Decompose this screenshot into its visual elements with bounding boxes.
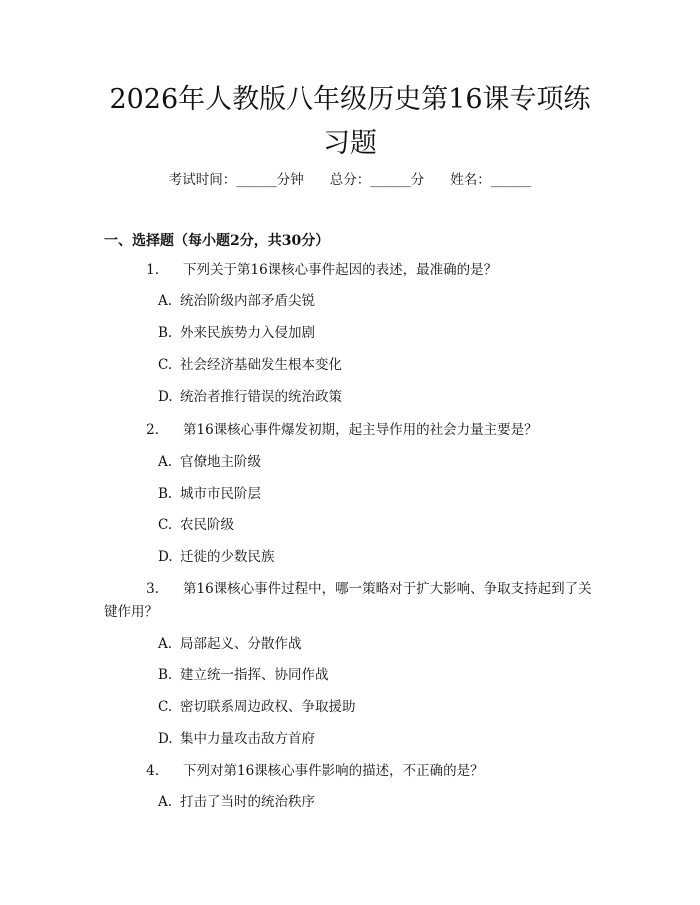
option-label: C. xyxy=(158,517,173,533)
question-number: 3. xyxy=(146,581,159,597)
option-text: 密切联系周边政权、争取援助 xyxy=(180,699,356,715)
option-label: B. xyxy=(158,325,173,341)
student-name-label: 姓名：______ xyxy=(450,172,532,188)
option-label: D. xyxy=(158,731,173,747)
question-3-option-a xyxy=(158,634,302,654)
question-3-option-d xyxy=(158,729,315,749)
question-3-option-b xyxy=(158,665,329,685)
section-heading: 一、选择题（每小题2分，共30分） xyxy=(104,233,330,249)
option-text: 农民阶级 xyxy=(180,517,234,533)
option-text: 局部起义、分散作战 xyxy=(180,636,302,652)
option-label: A. xyxy=(158,794,173,810)
question-text: 下列关于第16课核心事件起因的表述，最准确的是？ xyxy=(183,262,498,278)
option-text: 建立统一指挥、协同作战 xyxy=(180,667,329,683)
question-2-option-d xyxy=(158,547,275,567)
question-3-option-c xyxy=(158,697,356,717)
question-1 xyxy=(104,259,594,282)
question-2-option-c xyxy=(158,515,234,535)
option-label: A. xyxy=(158,454,173,470)
option-label: B. xyxy=(158,667,173,683)
question-2 xyxy=(104,419,594,442)
option-label: D. xyxy=(158,389,173,405)
option-text: 社会经济基础发生根本变化 xyxy=(180,357,342,373)
option-text: 统治阶级内部矛盾尖锐 xyxy=(180,293,315,309)
option-text: 迁徙的少数民族 xyxy=(180,549,275,565)
option-text: 外来民族势力入侵加剧 xyxy=(180,325,315,341)
question-text: 第16课核心事件过程中，哪一策略对于扩大影响、争取支持起到了关键作用？ xyxy=(104,581,592,620)
option-text: 城市市民阶层 xyxy=(180,486,261,502)
question-1-option-c xyxy=(158,355,342,375)
question-1-option-d xyxy=(158,387,342,407)
question-2-option-b xyxy=(158,484,261,504)
question-4-option-a xyxy=(158,792,315,812)
question-number: 2. xyxy=(146,422,159,438)
option-text: 官僚地主阶级 xyxy=(180,454,261,470)
exam-info-line xyxy=(0,168,700,188)
option-label: A. xyxy=(158,293,173,309)
document-title: 2026年人教版八年级历史第16课专项练习题 xyxy=(109,84,591,159)
question-number: 4. xyxy=(146,763,159,779)
option-label: C. xyxy=(158,357,173,373)
question-1-option-b xyxy=(158,323,315,343)
question-1-option-a xyxy=(158,291,315,311)
question-number: 1. xyxy=(146,262,159,278)
exam-time-label: 考试时间：______分钟 xyxy=(168,172,304,188)
option-label: D. xyxy=(158,549,173,565)
option-text: 统治者推行错误的统治政策 xyxy=(180,389,342,405)
question-3 xyxy=(104,578,594,624)
question-text: 第16课核心事件爆发初期，起主导作用的社会力量主要是？ xyxy=(183,422,538,438)
question-text: 下列对第16课核心事件影响的描述，不正确的是？ xyxy=(183,763,484,779)
option-label: B. xyxy=(158,486,173,502)
option-text: 打击了当时的统治秩序 xyxy=(180,794,315,810)
option-text: 集中力量攻击敌方首府 xyxy=(180,731,315,747)
total-score-label: 总分：______分 xyxy=(329,172,425,188)
question-2-option-a xyxy=(158,452,261,472)
option-label: A. xyxy=(158,636,173,652)
option-label: C. xyxy=(158,699,173,715)
question-4 xyxy=(104,760,594,783)
